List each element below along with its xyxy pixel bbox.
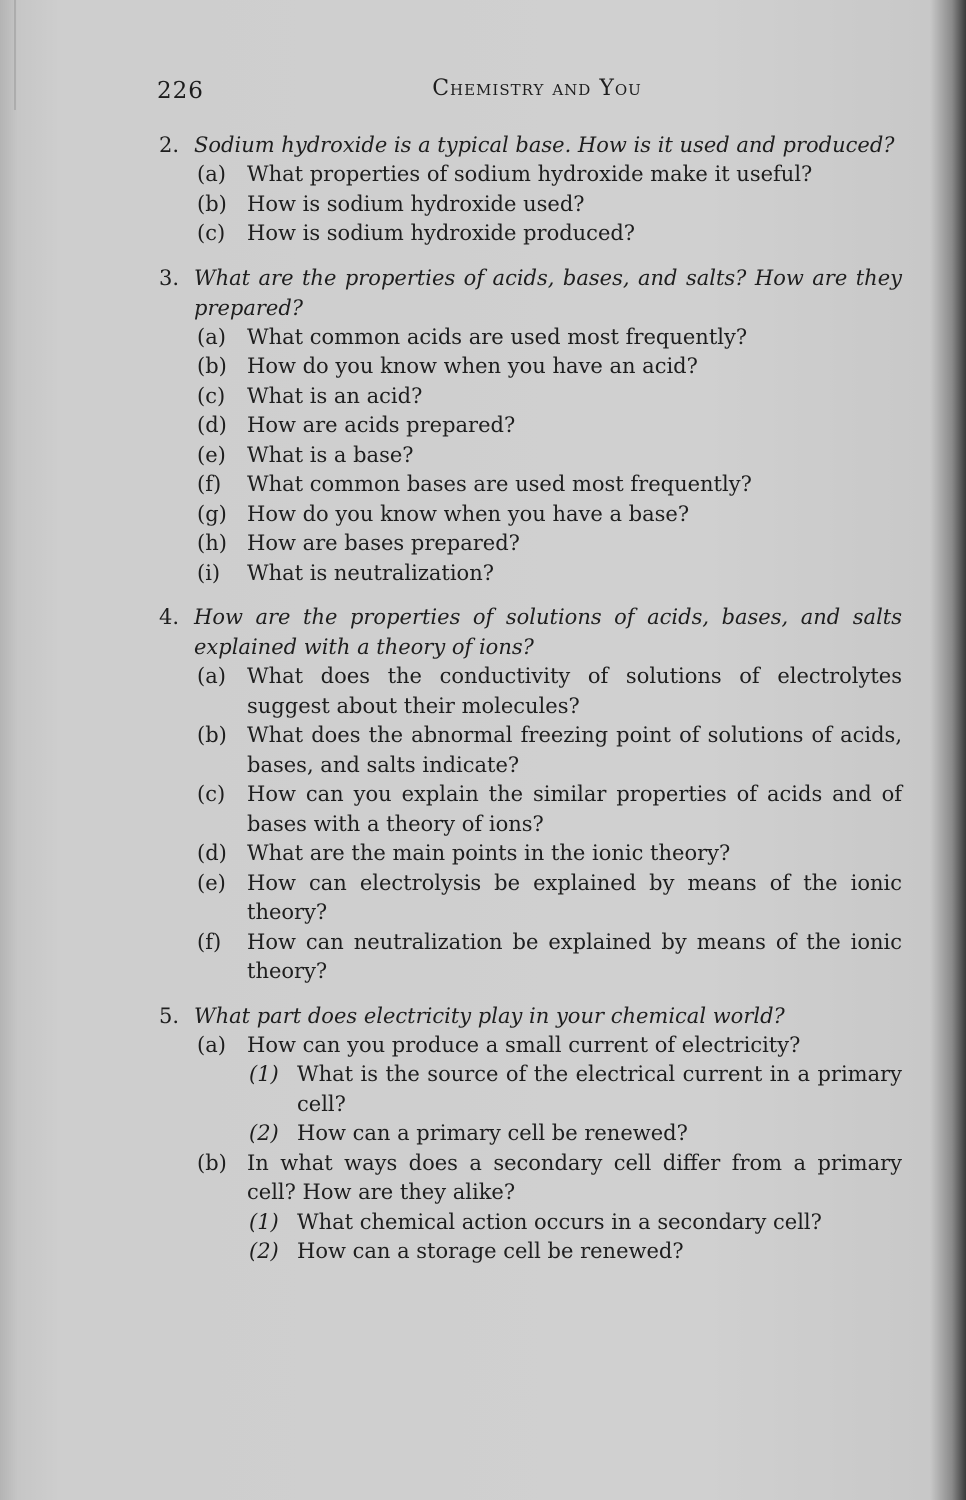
sub-question bbox=[157, 559, 902, 589]
question-heading bbox=[157, 263, 902, 323]
sub-question bbox=[157, 219, 902, 249]
question-5 bbox=[157, 1001, 902, 1267]
question-4 bbox=[157, 602, 902, 987]
question-text: How are the properties of solutions of acids, bases, and salts explained with a theory of ions? bbox=[194, 605, 902, 659]
question-heading bbox=[157, 130, 902, 160]
sub-question-text: How is sodium hydroxide used? bbox=[247, 191, 585, 216]
sub-question-label: (d) bbox=[197, 841, 227, 865]
sub-question-text: What does the conductivity of solutions of electrolytes suggest about their molecules? bbox=[247, 664, 902, 718]
question-2 bbox=[157, 130, 902, 249]
sub-question-text: How do you know when you have an acid? bbox=[247, 354, 698, 378]
sub-question bbox=[157, 352, 902, 382]
nested-sub-question-text: What chemical action occurs in a secondary cell? bbox=[297, 1209, 822, 1234]
sub-question-text: What does the abnormal freezing point of solutions of acids, bases, and salts indicate? bbox=[247, 723, 902, 777]
sub-question bbox=[157, 441, 902, 471]
sub-question-label: (a) bbox=[197, 1032, 226, 1057]
sub-question bbox=[157, 780, 902, 839]
nested-sub-question-label: (1) bbox=[249, 1062, 279, 1086]
nested-sub-question-label: (2) bbox=[249, 1239, 279, 1263]
nested-sub-question-label: (2) bbox=[249, 1121, 279, 1145]
sub-question-text: How can electrolysis be explained by means of the ionic theory? bbox=[247, 870, 902, 924]
question-list bbox=[157, 130, 902, 1281]
nested-sub-question bbox=[157, 1237, 902, 1267]
sub-question-text: How can you produce a small current of electricity? bbox=[247, 1032, 801, 1057]
running-title: Chemistry and You bbox=[432, 76, 642, 101]
sub-question-label: (g) bbox=[197, 501, 227, 526]
nested-sub-question-text: What is the source of the electrical current in a primary cell? bbox=[297, 1062, 902, 1116]
question-3 bbox=[157, 263, 902, 589]
sub-question-text: How is sodium hydroxide produced? bbox=[247, 221, 636, 245]
nested-sub-question-label: (1) bbox=[249, 1209, 279, 1234]
sub-question-label: (c) bbox=[197, 221, 226, 245]
sub-question-text: What is a base? bbox=[247, 442, 414, 467]
sub-question-label: (c) bbox=[197, 782, 226, 806]
sub-question-text: What is neutralization? bbox=[247, 560, 494, 585]
sub-question bbox=[157, 839, 902, 869]
question-heading bbox=[157, 1001, 902, 1031]
sub-question-text: How can you explain the similar properties of acids and of bases with a theory of ions? bbox=[247, 782, 902, 836]
question-number: 2. bbox=[159, 133, 180, 157]
sub-question-label: (i) bbox=[197, 560, 221, 585]
sub-question-label: (c) bbox=[197, 383, 226, 408]
sub-question bbox=[157, 411, 902, 441]
sub-question-label: (f) bbox=[197, 929, 222, 954]
question-text: Sodium hydroxide is a typical base. How is it used and produced? bbox=[194, 133, 895, 157]
sub-question-label: (e) bbox=[197, 870, 226, 895]
question-text: What are the properties of acids, bases, and salts? How are they prepared? bbox=[194, 265, 902, 320]
sub-question-text: How can neutralization be explained by means of the ionic theory? bbox=[247, 929, 902, 983]
sub-question-label: (a) bbox=[197, 324, 226, 349]
sub-question-text: What common acids are used most frequently? bbox=[247, 324, 748, 349]
sub-question bbox=[157, 1149, 902, 1208]
page-number: 226 bbox=[157, 78, 204, 104]
nested-sub-question bbox=[157, 1119, 902, 1149]
sub-question bbox=[157, 721, 902, 780]
page-edge-shadow bbox=[0, 0, 16, 110]
sub-question bbox=[157, 1031, 902, 1061]
sub-question-label: (b) bbox=[197, 191, 227, 216]
sub-question bbox=[157, 928, 902, 987]
sub-question-text: How are acids prepared? bbox=[247, 413, 516, 437]
sub-question bbox=[157, 190, 902, 220]
sub-question-text: What is an acid? bbox=[247, 383, 423, 408]
nested-sub-question-text: How can a storage cell be renewed? bbox=[297, 1239, 684, 1263]
sub-question-label: (f) bbox=[197, 472, 222, 496]
nested-sub-question-text: How can a primary cell be renewed? bbox=[297, 1121, 688, 1145]
sub-question-text: What properties of sodium hydroxide make it useful? bbox=[247, 162, 813, 186]
sub-question-label: (d) bbox=[197, 413, 227, 437]
sub-question-label: (a) bbox=[197, 162, 226, 186]
sub-question-label: (h) bbox=[197, 531, 227, 555]
sub-question-label: (b) bbox=[197, 1150, 227, 1175]
sub-question-text: In what ways does a secondary cell differ from a primary cell? How are they alike? bbox=[247, 1150, 902, 1204]
sub-question-text: How are bases prepared? bbox=[247, 531, 520, 555]
sub-question-text: What are the main points in the ionic theory? bbox=[247, 841, 731, 865]
sub-question-label: (e) bbox=[197, 442, 226, 467]
sub-question bbox=[157, 160, 902, 190]
nested-sub-question bbox=[157, 1208, 902, 1238]
sub-question-text: What common bases are used most frequently? bbox=[247, 472, 752, 496]
sub-question bbox=[157, 470, 902, 500]
sub-question-label: (b) bbox=[197, 723, 227, 747]
question-text: What part does electricity play in your chemical world? bbox=[194, 1003, 785, 1028]
sub-question bbox=[157, 662, 902, 721]
sub-question bbox=[157, 323, 902, 353]
nested-sub-question bbox=[157, 1060, 902, 1119]
running-head bbox=[157, 76, 905, 110]
question-number: 3. bbox=[159, 265, 180, 290]
sub-question bbox=[157, 529, 902, 559]
sub-question bbox=[157, 382, 902, 412]
question-heading bbox=[157, 602, 902, 662]
question-number: 5. bbox=[159, 1003, 180, 1028]
sub-question bbox=[157, 500, 902, 530]
sub-question bbox=[157, 869, 902, 928]
sub-question-text: How do you know when you have a base? bbox=[247, 501, 690, 526]
question-number: 4. bbox=[159, 605, 180, 629]
sub-question-label: (a) bbox=[197, 664, 226, 688]
sub-question-label: (b) bbox=[197, 354, 227, 378]
